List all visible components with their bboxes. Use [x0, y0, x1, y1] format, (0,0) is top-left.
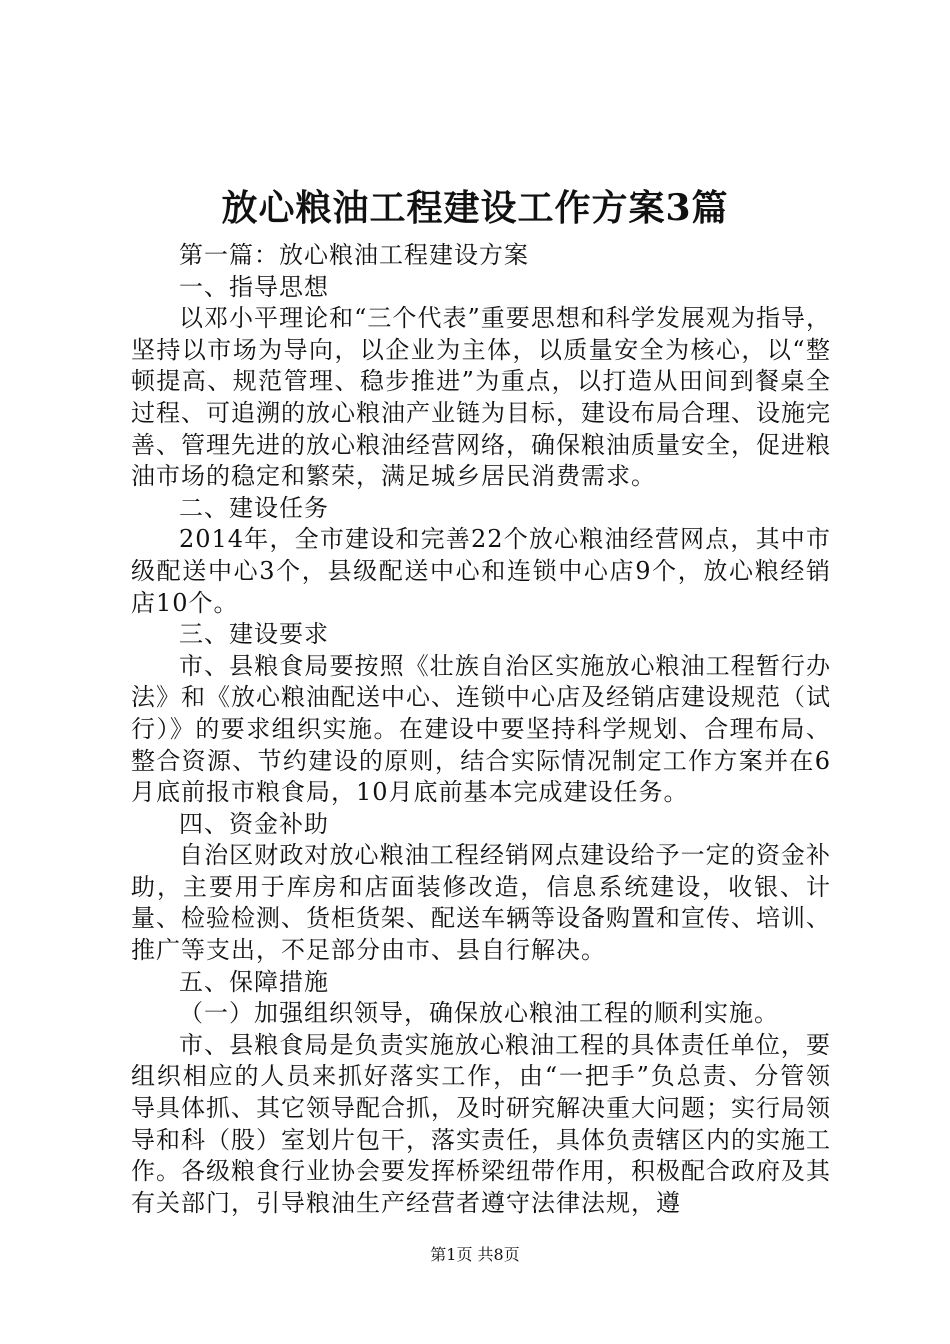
paragraph-organization-leadership: 市、县粮食局是负责实施放心粮油工程的具体责任单位，要组织相应的人员来抓好落实工作，由“一把手”负总责、分管领导具体抓、其它领导配合抓，及时研究解决重大问题；实行局领导和科（股）室划片包干，落实责任，具体负责辖区内的实施工作。各级粮食行业协会要发挥桥梁纽带作用，积极配合政府及其有关部门，引导粮油生产经营者遵守法律法规，遵 [131, 1030, 831, 1217]
paragraph-guiding-ideology: 以邓小平理论和“三个代表”重要思想和科学发展观为指导，坚持以市场为导向，以企业为主体，以质量安全为核心，以“整顿提高、规范管理、稳步推进”为重点，以打造从田间到餐桌全过程、可追溯的放心粮油产业链为目标，建设布局合理、设施完善、管理先进的放心粮油经营网络，确保粮油质量安全，促进粮油市场的稳定和繁荣，满足城乡居民消费需求。 [131, 304, 831, 491]
heading-construction-tasks: 二、建设任务 [179, 493, 329, 522]
document-body [131, 240, 831, 1219]
document-title: 放心粮油工程建设工作方案3篇 [221, 187, 729, 229]
section-title: 第一篇：放心粮油工程建设方案 [179, 241, 529, 269]
subheading-organization-leadership: （一）加强组织领导，确保放心粮油工程的顺利实施。 [179, 999, 779, 1028]
heading-construction-requirements: 三、建设要求 [179, 620, 329, 649]
page-footer: 第1页 共8页 [430, 1245, 520, 1264]
heading-funding-subsidy: 四、资金补助 [179, 809, 329, 838]
heading-safeguard-measures: 五、保障措施 [179, 967, 329, 996]
heading-guiding-ideology: 一、指导思想 [179, 272, 329, 301]
paragraph-funding-subsidy: 自治区财政对放心粮油工程经销网点建设给予一定的资金补助，主要用于库房和店面装修改造，信息系统建设，收银、计量、检验检测、货柜货架、配送车辆等设备购置和宣传、培训、推广等支出，不足部分由市、县自行解决。 [131, 841, 831, 965]
paragraph-construction-tasks: 2014年，全市建设和完善22个放心粮油经营网点，其中市级配送中心3个，县级配送中心和连锁中心店9个，放心粮经销店10个。 [131, 525, 831, 617]
paragraph-construction-requirements: 市、县粮食局要按照《壮族自治区实施放心粮油工程暂行办法》和《放心粮油配送中心、连锁中心店及经销店建设规范（试行）》的要求组织实施。在建设中要坚持科学规划、合理布局、整合资源、节约建设的原则，结合实际情况制定工作方案并在6月底前报市粮食局，10月底前基本完成建设任务。 [131, 651, 831, 807]
